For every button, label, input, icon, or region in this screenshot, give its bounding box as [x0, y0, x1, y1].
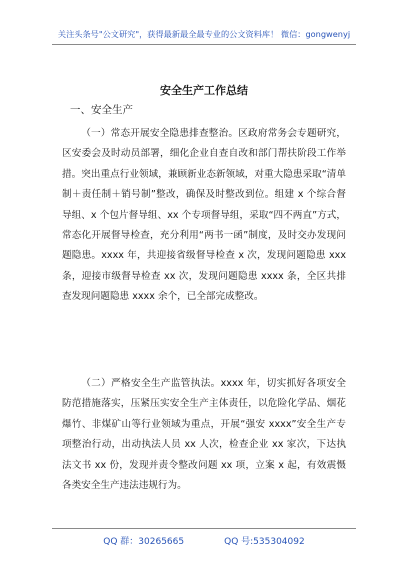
header-divider	[52, 44, 356, 45]
footer-divider	[52, 528, 356, 529]
footer-contact	[0, 534, 408, 547]
footer-qq-group: QQ 群：30265665	[103, 537, 185, 547]
body-paragraph-1: （一）常态开展安全隐患排查整治。区政府常务会专题研究，区安委会及时动员部署，细化企业自查自改和部门帮扶阶段工作举措。突出重点行业领域，兼顾新业态新领域，对重大隐患采取“清单制＋责任制＋销号制”整改，确保及时整改到位。组建 x 个综合督导组、x 个包片督导组、xx 个专项督导组，采取“四不两直”方式，常态化开展督导检查，充分利用“两书一函”制度，及时交办发现问题隐患。xxxx 年，共迎接省级督导检查 x 次，发现问题隐患 xxx 条，迎接市级督导检查 xx 次，发现问题隐患 xxxx 条，全区共排查发现问题隐患 xxxx 余个，已全部完成整改。	[62, 128, 346, 303]
body-paragraph-2: （二）严格安全生产监管执法。xxxx 年，切实抓好各项安全防范措施落实，压紧压实安全生产主体责任，以危险化学品、烟花爆竹、非煤矿山等行业领域为重点，开展“强安 xxxx”安全生产专项整治行动，出动执法人员 xx 人次，检查企业 xx 家次，下达执法文书 xx 份，发现并责令整改问题 xx 项，立案 x 起，有效震慑各类安全生产违法违规行为。	[62, 378, 346, 492]
footer-qq-number: QQ 号:535304092	[224, 537, 305, 547]
section-heading: 一、安全生产	[70, 104, 133, 116]
header-promo-text: 关注头条号"公文研究"，获得最新最全最专业的公文资料库！ 微信：gongwenyj	[57, 29, 351, 39]
document-title: 安全生产工作总结	[160, 84, 248, 97]
